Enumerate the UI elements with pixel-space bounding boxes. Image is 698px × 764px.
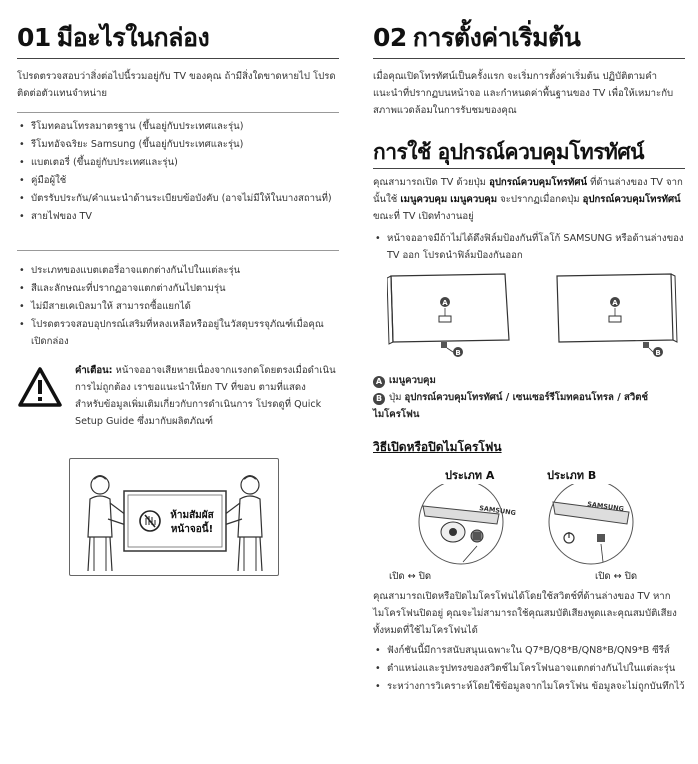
list-item: • รีโมทอัจฉริยะ Samsung (ขึ้นอยู่กับประเทศและรุ่น) xyxy=(17,136,339,153)
list-item: • ประเภทของแบตเตอรี่อาจแตกต่างกันไปในแต่ละรุ่น xyxy=(17,262,339,279)
box-contents-list xyxy=(17,118,339,226)
list-divider xyxy=(17,112,339,113)
intro-text: เมื่อคุณเปิดโทรทัศน์เป็นครั้งแรก จะเริ่มการตั้งค่าเริ่มต้น ปฏิบัติตามคำแนะนำที่ปรากฏบนหน้าจอ และกำหนดค่าพื้นฐานของ TV เพื่อให้เหมาะกับสภาพแวดล้อมในการรับชมของคุณ xyxy=(373,71,674,116)
warning-label: คำเตือน: xyxy=(75,365,113,376)
subsection-rule xyxy=(373,168,685,169)
mic-switch-figures xyxy=(391,484,681,570)
list-item: • รีโมทคอนโทรลมาตรฐาน (ขึ้นอยู่กับประเทศและรุ่น) xyxy=(17,118,339,135)
svg-text:B: B xyxy=(655,349,661,357)
type-a-figure xyxy=(419,484,516,564)
svg-text:SAMSUNG: SAMSUNG xyxy=(478,504,517,518)
tv-figure-left xyxy=(387,274,509,357)
list-item: • คู่มือผู้ใช้ xyxy=(17,172,339,189)
mic-notes-list xyxy=(373,642,685,696)
section-title: มีอะไรในกล่อง xyxy=(56,23,210,52)
list-item: • ตำแหน่งและรูปทรงของสวิตช์ไมโครโฟนอาจแตกต่างกันไปในแต่ละรุ่น xyxy=(373,660,685,677)
intro-text: โปรดตรวจสอบว่าสิ่งต่อไปนี้รวมอยู่กับ TV ของคุณ ถ้ามีสิ่งใดขาดหายไป โปรดติดต่อตัวแทนจำหน่าย xyxy=(17,71,336,99)
figure-legend xyxy=(373,372,685,423)
film-note-list xyxy=(373,230,685,265)
heading-rule xyxy=(17,58,339,59)
list-item: • ฟังก์ชันนี้มีการสนับสนุนเฉพาะใน Q7*B/Q8*B/QN8*B/QN9*B ซีรีส์ xyxy=(373,642,685,659)
section-number: 02 xyxy=(373,23,407,52)
list-item: • ไม่มีสายเคเบิลมาให้ สามารถซื้อแยกได้ xyxy=(17,298,339,315)
list-item: • สีและลักษณะที่ปรากฏอาจแตกต่างกันไปตามรุ่น xyxy=(17,280,339,297)
type-b-onoff-label: เปิด ↔ ปิด xyxy=(595,571,638,582)
no-touch-label: ห้ามสัมผัส หน้าจอนี้! xyxy=(170,510,214,535)
list-item: • บัตรรับประกัน/คำแนะนำด้านระเบียบข้อบังคับ (อาจไม่มีให้ในบางสถานที่) xyxy=(17,190,339,207)
section-number: 01 xyxy=(17,23,51,52)
list-divider xyxy=(17,250,339,251)
tv-control-figures xyxy=(387,270,687,362)
list-item: • แบตเตอรี่ (ขึ้นอยู่กับประเทศและรุ่น) xyxy=(17,154,339,171)
section-heading-01 xyxy=(17,18,209,58)
svg-text:A: A xyxy=(442,299,448,307)
list-item: • ระหว่างการวิเคราะห์โดยใช้ข้อมูลจากไมโครโฟน ข้อมูลจะไม่ถูกบันทึกไว้ xyxy=(373,678,685,695)
list-item: • สายไฟของ TV xyxy=(17,208,339,225)
warning-icon xyxy=(17,366,63,408)
type-b-figure xyxy=(549,484,633,564)
notes-list xyxy=(17,262,339,351)
mic-paragraph: คุณสามารถเปิดหรือปิดไมโครโฟนได้โดยใช้สวิตช์ที่ด้านล่างของ TV หากไมโครโฟนปิดอยู่ คุณจะไม่สามารถใช้คุณสมบัติเสียงพูดและคุณสมบัติเสียงทั้งหมดที่ใช้ไมโครโฟนได้ xyxy=(373,591,677,636)
lift-tv-illustration xyxy=(69,458,279,576)
svg-text:B: B xyxy=(455,349,461,357)
svg-text:SAMSUNG: SAMSUNG xyxy=(586,500,625,514)
type-b-label: ประเภท B xyxy=(547,469,597,482)
heading-rule xyxy=(373,58,685,59)
control-stick-paragraph: คุณสามารถเปิด TV ด้วยปุ่ม อุปกรณ์ควบคุมโทรทัศน์ ที่ด้านล่างของ TV จากนั้นใช้ เมนูควบคุม เมนูควบคุม จะปรากฏเมื่อกดปุ่ม อุปกรณ์ควบคุมโทรทัศน์ ขณะที่ TV เปิดทำงานอยู่ xyxy=(373,177,683,222)
legend-b: B ปุ่ม อุปกรณ์ควบคุมโทรทัศน์ / เซนเซอร์รีโมทคอนโทรล / สวิตช์ไมโครโฟน xyxy=(373,392,649,420)
legend-a: A เมนูควบคุม xyxy=(373,372,685,389)
list-item: • หน้าจออาจมีถ้าไม่ได้ดึงฟิล์มป้องกันที่โลโก้ SAMSUNG หรือด้านล่างของ TV ออก โปรดนำฟิล์มป้องกันออก xyxy=(373,230,685,264)
tv-figure-right xyxy=(557,274,677,357)
type-a-label: ประเภท A xyxy=(445,469,495,482)
svg-text:A: A xyxy=(612,299,618,307)
mic-heading: วิธีเปิดหรือปิดไมโครโฟน xyxy=(373,440,502,454)
warning-text: คำเตือน: หน้าจออาจเสียหายเนื่องจากแรงกดโดยตรงเมื่อดำเนินการไม่ถูกต้อง เราขอแนะนำให้ยก TV ที่ขอบ ตามที่แสดง สำหรับข้อมูลเพิ่มเติมเกี่ยวกับการดำเนินการ โปรดดูที่ Quick Setup Guide ซึ่งมากับผลิตภัณฑ์ xyxy=(75,365,336,427)
subsection-title: การใช้ อุปกรณ์ควบคุมโทรทัศน์ xyxy=(373,140,645,164)
section-heading-02 xyxy=(373,18,580,58)
section-title: การตั้งค่าเริ่มต้น xyxy=(412,23,581,52)
list-item: • โปรดตรวจสอบอุปกรณ์เสริมที่หลงเหลือหรืออยู่ในวัสดุบรรจุภัณฑ์เมื่อคุณเปิดกล่อง xyxy=(17,316,339,350)
type-a-onoff-label: เปิด ↔ ปิด xyxy=(389,571,432,582)
